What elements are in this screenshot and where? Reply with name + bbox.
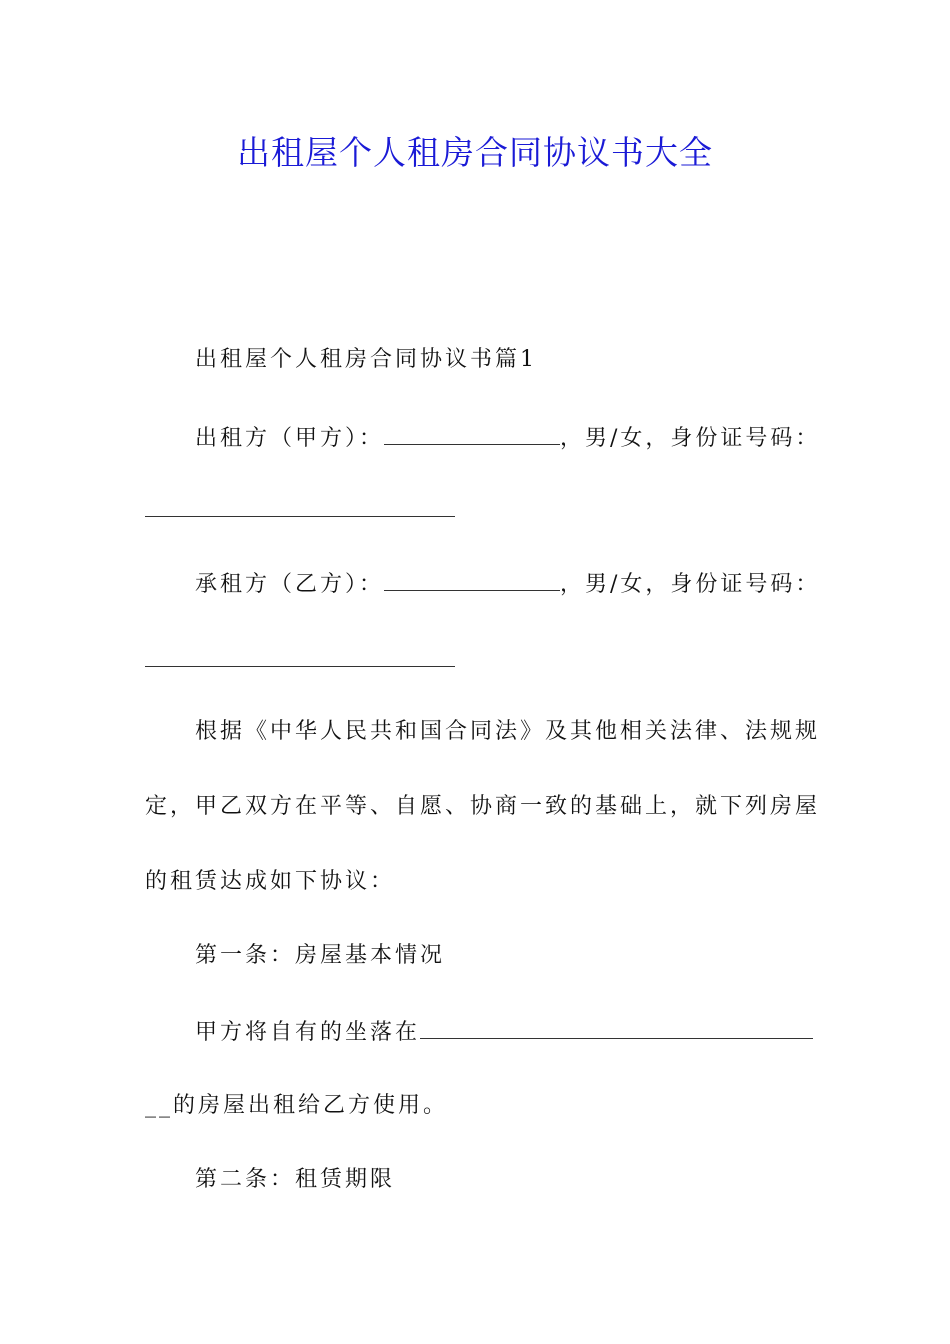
lessor-gender-id-label: ，男/女，身份证号码： (560, 426, 821, 451)
document-title: 出租屋个人租房合同协议书大全 (237, 133, 713, 172)
address-blank-continuation: __ (145, 1093, 173, 1118)
preamble-line-3: 的租赁达成如下协议： (145, 869, 396, 894)
lessor-label: 出租方（甲方）： (195, 426, 385, 451)
lessor-id-blank (145, 516, 455, 517)
lessee-id-blank (145, 666, 455, 667)
preamble-line-1: 根据《中华人民共和国合同法》及其他相关法律、法规规 (195, 719, 821, 744)
article-1-text-end-label: 的房屋出租给乙方使用。 (173, 1093, 449, 1118)
lessee-name-blank (384, 568, 560, 591)
lessor-line (195, 422, 820, 454)
article-1-text-end (145, 1091, 448, 1121)
lessee-label: 承租方（乙方）： (195, 572, 385, 597)
lessee-gender-id-label: ，男/女，身份证号码： (560, 572, 821, 597)
lessee-line (195, 568, 820, 600)
lessor-name-blank (384, 422, 560, 445)
article-1-heading: 第一条：房屋基本情况 (195, 943, 446, 968)
property-address-blank (420, 1016, 813, 1039)
article-2-heading: 第二条：租赁期限 (195, 1167, 396, 1192)
section-heading: 出租屋个人租房合同协议书篇1 (195, 347, 537, 372)
article-1-text-start-label: 甲方将自有的坐落在 (195, 1020, 421, 1045)
article-1-text-start (195, 1016, 813, 1048)
preamble-line-2: 定，甲乙双方在平等、自愿、协商一致的基础上，就下列房屋 (145, 794, 821, 819)
